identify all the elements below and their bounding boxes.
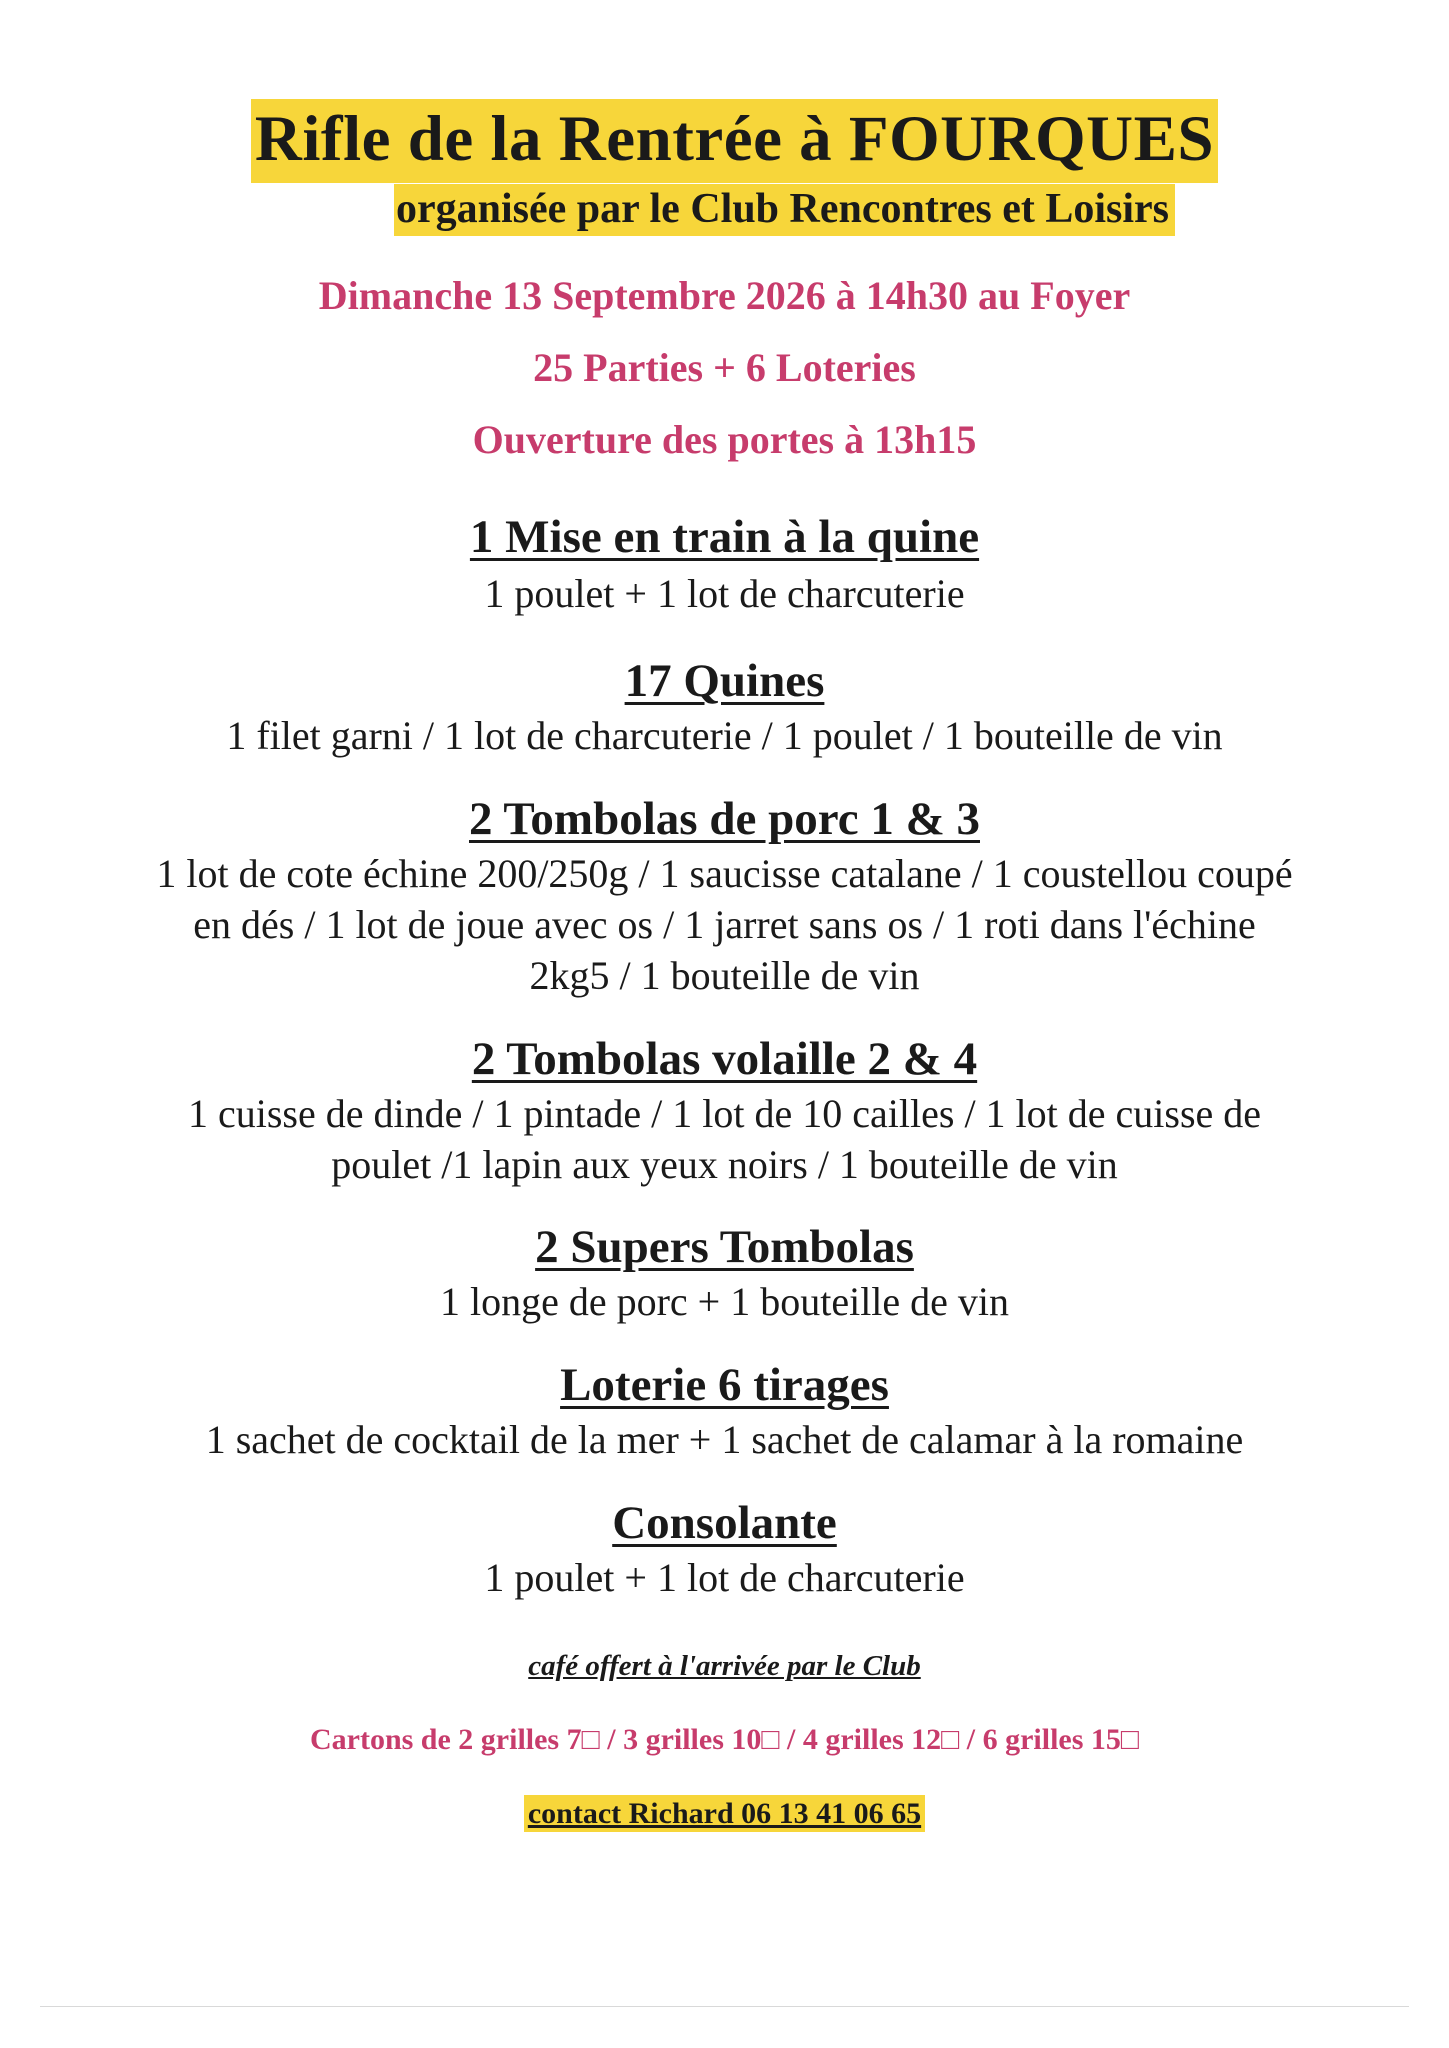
section-body-tombolas-porc: 1 lot de cote échine 200/250g / 1 saucisse catalane / 1 coustellou coupé en dés / 1 lot de joue avec os / 1 jarret sans os / 1 roti dans l'échine 2kg5 / 1 bouteille de vin bbox=[156, 851, 1293, 998]
section-body-tombolas-volaille: 1 cuisse de dinde / 1 pintade / 1 lot de 10 cailles / 1 lot de cuisse de poulet /1 lapin aux yeux noirs / 1 bouteille de vin bbox=[187, 1091, 1262, 1187]
section-body-supers-tombolas: 1 longe de porc + 1 bouteille de vin bbox=[439, 1279, 1010, 1324]
card-prices: Cartons de 2 grilles 7□ / 3 grilles 10□ / 4 grilles 12□ / 6 grilles 15□ bbox=[309, 1723, 1140, 1756]
event-date-line: Dimanche 13 Septembre 2026 à 14h30 au Foyer bbox=[318, 273, 1131, 318]
section-body-mise-en-train: 1 poulet + 1 lot de charcuterie bbox=[484, 571, 965, 616]
coffee-note: café offert à l'arrivée par le Club bbox=[528, 1650, 921, 1682]
section-title-consolante: Consolante bbox=[612, 1497, 837, 1549]
title-highlight: Rifle de la Rentrée à FOURQUES bbox=[251, 99, 1218, 183]
section-title-quines: 17 Quines bbox=[624, 655, 825, 707]
subtitle-highlight: organisée par le Club Rencontres et Loisirs bbox=[394, 184, 1175, 236]
page-subtitle bbox=[0, 182, 1449, 236]
section-title-mise-en-train: 1 Mise en train à la quine bbox=[469, 511, 980, 563]
section-title-tombolas-volaille: 2 Tombolas volaille 2 & 4 bbox=[471, 1033, 978, 1085]
contact-line bbox=[0, 1794, 1449, 1834]
scan-edge-line bbox=[40, 2006, 1409, 2007]
section-title-tombolas-porc: 2 Tombolas de porc 1 & 3 bbox=[469, 793, 980, 845]
section-title-supers-tombolas: 2 Supers Tombolas bbox=[535, 1221, 914, 1273]
section-body-quines: 1 filet garni / 1 lot de charcuterie / 1 poulet / 1 bouteille de vin bbox=[226, 713, 1223, 758]
section-body-loterie: 1 sachet de cocktail de la mer + 1 sachet de calamar à la romaine bbox=[205, 1417, 1244, 1462]
section-body-consolante: 1 poulet + 1 lot de charcuterie bbox=[484, 1555, 965, 1600]
event-doors-line: Ouverture des portes à 13h15 bbox=[472, 417, 977, 462]
page-title bbox=[0, 98, 1449, 180]
contact-highlight: contact Richard 06 13 41 06 65 bbox=[524, 1795, 925, 1832]
section-title-loterie: Loterie 6 tirages bbox=[560, 1359, 889, 1411]
event-games-line: 25 Parties + 6 Loteries bbox=[533, 345, 916, 390]
